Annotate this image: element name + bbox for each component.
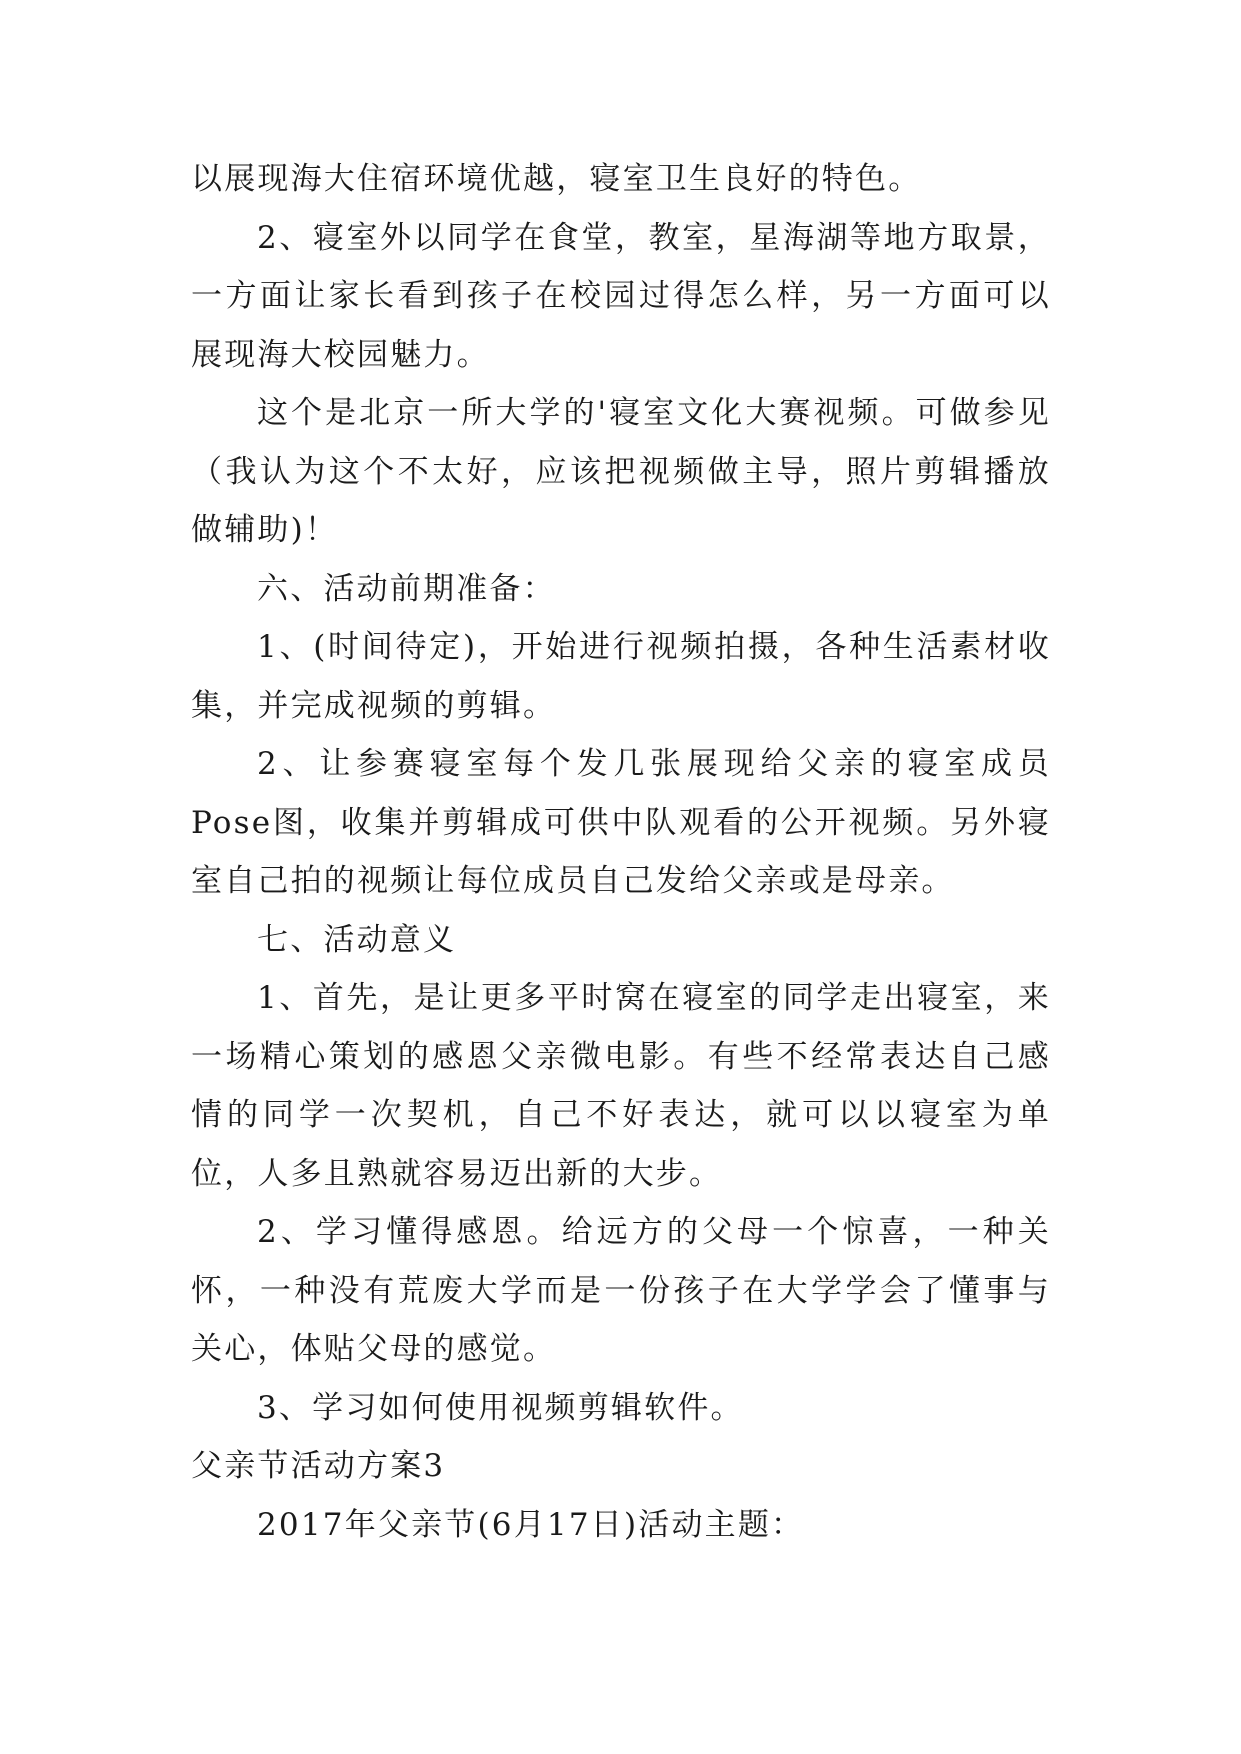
body-paragraph-12: 2017年父亲节(6月17日)活动主题： <box>257 1506 805 1543</box>
document-page <box>191 150 1051 1554</box>
body-paragraph-3: 这个是北京一所大学的'寝室文化大赛视频。可做参见（我认为这个不太好，应该把视频做主导，照片剪辑播放做辅助)！ <box>191 395 1051 548</box>
body-paragraph-8: 1、首先，是让更多平时窝在寝室的同学走出寝室，来一场精心策划的感恩父亲微电影。有些不经常表达自己感情的同学一次契机，自己不好表达，就可以以寝室为单位，人多且熟就容易迈出新的大步。 <box>191 980 1051 1192</box>
section-heading-preparation: 六、活动前期准备： <box>257 570 556 607</box>
section-heading-significance: 七、活动意义 <box>257 921 457 958</box>
body-paragraph-10: 3、学习如何使用视频剪辑软件。 <box>257 1389 744 1426</box>
body-paragraph-9: 2、学习懂得感恩。给远方的父母一个惊喜，一种关怀，一种没有荒废大学而是一份孩子在大学学会了懂事与关心，体贴父母的感觉。 <box>191 1214 1051 1367</box>
plan-title: 父亲节活动方案3 <box>191 1448 446 1484</box>
body-paragraph-6: 2、让参赛寝室每个发几张展现给父亲的寝室成员Pose图，收集并剪辑成可供中队观看的公开视频。另外寝室自己拍的视频让每位成员自己发给父亲或是母亲。 <box>191 746 1051 899</box>
body-paragraph-5: 1、(时间待定)，开始进行视频拍摄，各种生活素材收集，并完成视频的剪辑。 <box>191 629 1051 724</box>
body-paragraph-1: 以展现海大住宿环境优越，寝室卫生良好的特色。 <box>191 161 922 197</box>
body-paragraph-2: 2、寝室外以同学在食堂，教室，星海湖等地方取景，一方面让家长看到孩子在校园过得怎么样，另一方面可以展现海大校园魅力。 <box>191 219 1051 373</box>
